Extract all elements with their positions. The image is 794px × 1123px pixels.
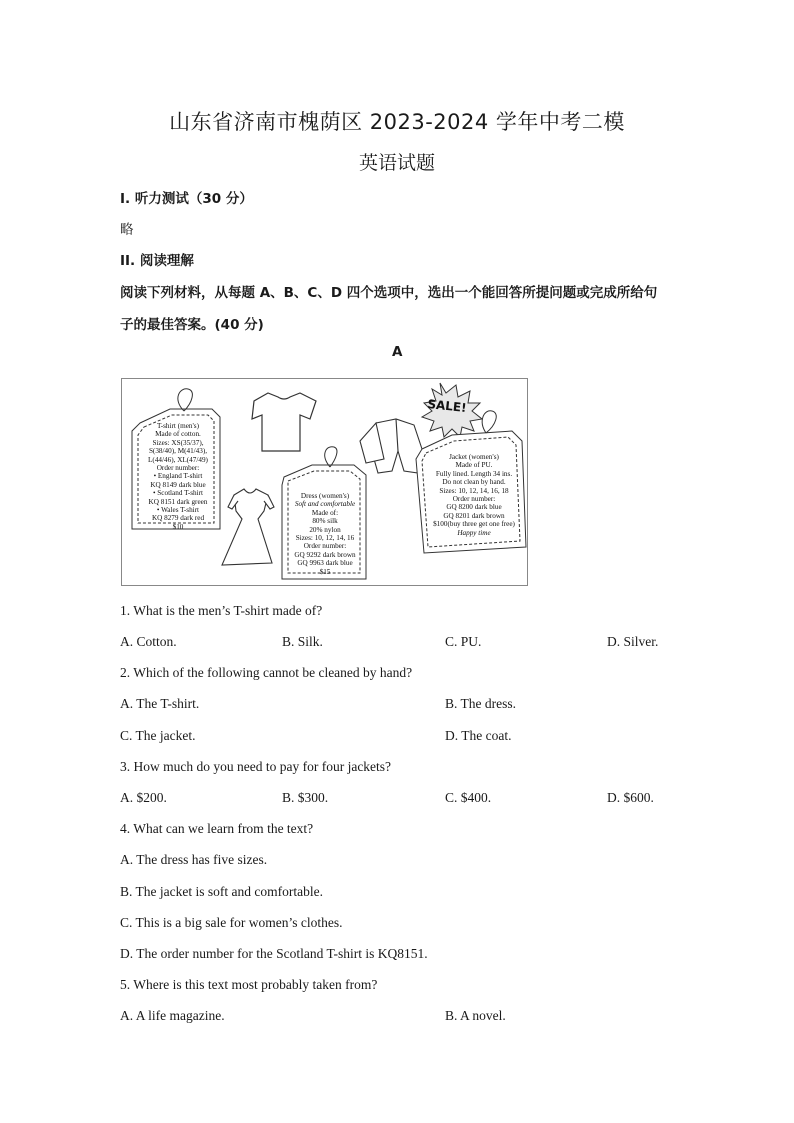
- question-2-option-c: C. The jacket.: [120, 728, 196, 743]
- question-4-stem: 4. What can we learn from the text?: [120, 821, 314, 836]
- question-3-option-d: D. $600.: [607, 790, 654, 805]
- question-5-stem: 5. Where is this text most probably taken from?: [120, 977, 378, 992]
- tshirt-tag-text: T-shirt (men's) Made of cotton. Sizes: XS(35/37), S(38/40), M(41/43), L(44/46), XL(47/49) Order number: • England T-shirt KQ 8149 dark blue • Scotland T-shirt KQ 8151 dark green • Wales T-shirt KQ 8279 dark red $10: [148, 422, 208, 531]
- question-3-option-b: B. $300.: [282, 790, 329, 805]
- question-1-option-a: A. Cotton.: [120, 634, 177, 649]
- question-1-option-b: B. Silk.: [282, 634, 323, 649]
- question-4-option-c: C. This is a big sale for women’s clothes.: [120, 915, 343, 930]
- jacket-tag-text: Jacket (women's) Made of PU. Fully lined. Length 34 ins. Do not clean by hand. Sizes: 10, 12, 14, 16, 18 Order number: GQ 8200 dark blue GQ 8201 dark brown $100(buy three get one free) Happy time: [433, 453, 515, 537]
- sale-advertisement-figure: [121, 378, 528, 586]
- instruction-line-1: 阅读下列材料，从每题 A、B、C、D 四个选项中，选出一个能回答所提问题或完成所给句: [120, 285, 658, 301]
- question-5-option-a: A. A life magazine.: [120, 1008, 225, 1023]
- question-2-option-d: D. The coat.: [445, 728, 512, 743]
- question-3-stem: 3. How much do you need to pay for four jackets?: [120, 759, 392, 774]
- question-1-option-c: C. PU.: [445, 634, 482, 649]
- jacket-illustration: [360, 419, 422, 473]
- question-4-option-d: D. The order number for the Scotland T-shirt is KQ8151.: [120, 946, 428, 961]
- page-title: 山东省济南市槐荫区 2023-2024 学年中考二模: [169, 110, 625, 134]
- question-1-option-d: D. Silver.: [607, 634, 659, 649]
- dress-tag-text: Dress (women's) Soft and comfortable Made of: 80% silk 20% nylon Sizes: 10, 12, 14, 16 Order number: GQ 9292 dark brown GQ 9963 dark blue $15: [294, 492, 356, 576]
- question-1-stem: 1. What is the men’s T-shirt made of?: [120, 603, 323, 618]
- sale-label: SALE!: [426, 396, 468, 416]
- section-1-heading: I. 听力测试（30 分）: [120, 191, 253, 207]
- question-3-option-a: A. $200.: [120, 790, 167, 805]
- passage-label: A: [392, 344, 403, 360]
- question-3-option-c: C. $400.: [445, 790, 492, 805]
- question-4-option-b: B. The jacket is soft and comfortable.: [120, 884, 323, 899]
- section-2-heading: II. 阅读理解: [120, 253, 194, 269]
- question-5-option-b: B. A novel.: [445, 1008, 506, 1023]
- page-subtitle: 英语试题: [358, 152, 435, 174]
- question-2-stem: 2. Which of the following cannot be cleaned by hand?: [120, 665, 413, 680]
- question-2-option-b: B. The dress.: [445, 696, 516, 711]
- question-4-option-a: A. The dress has five sizes.: [120, 852, 268, 867]
- tshirt-illustration: [252, 393, 316, 451]
- section-1-note: 略: [120, 222, 134, 238]
- question-2-option-a: A. The T-shirt.: [120, 696, 200, 711]
- dress-illustration: [222, 489, 274, 565]
- instruction-line-2: 子的最佳答案。(40 分): [120, 317, 264, 333]
